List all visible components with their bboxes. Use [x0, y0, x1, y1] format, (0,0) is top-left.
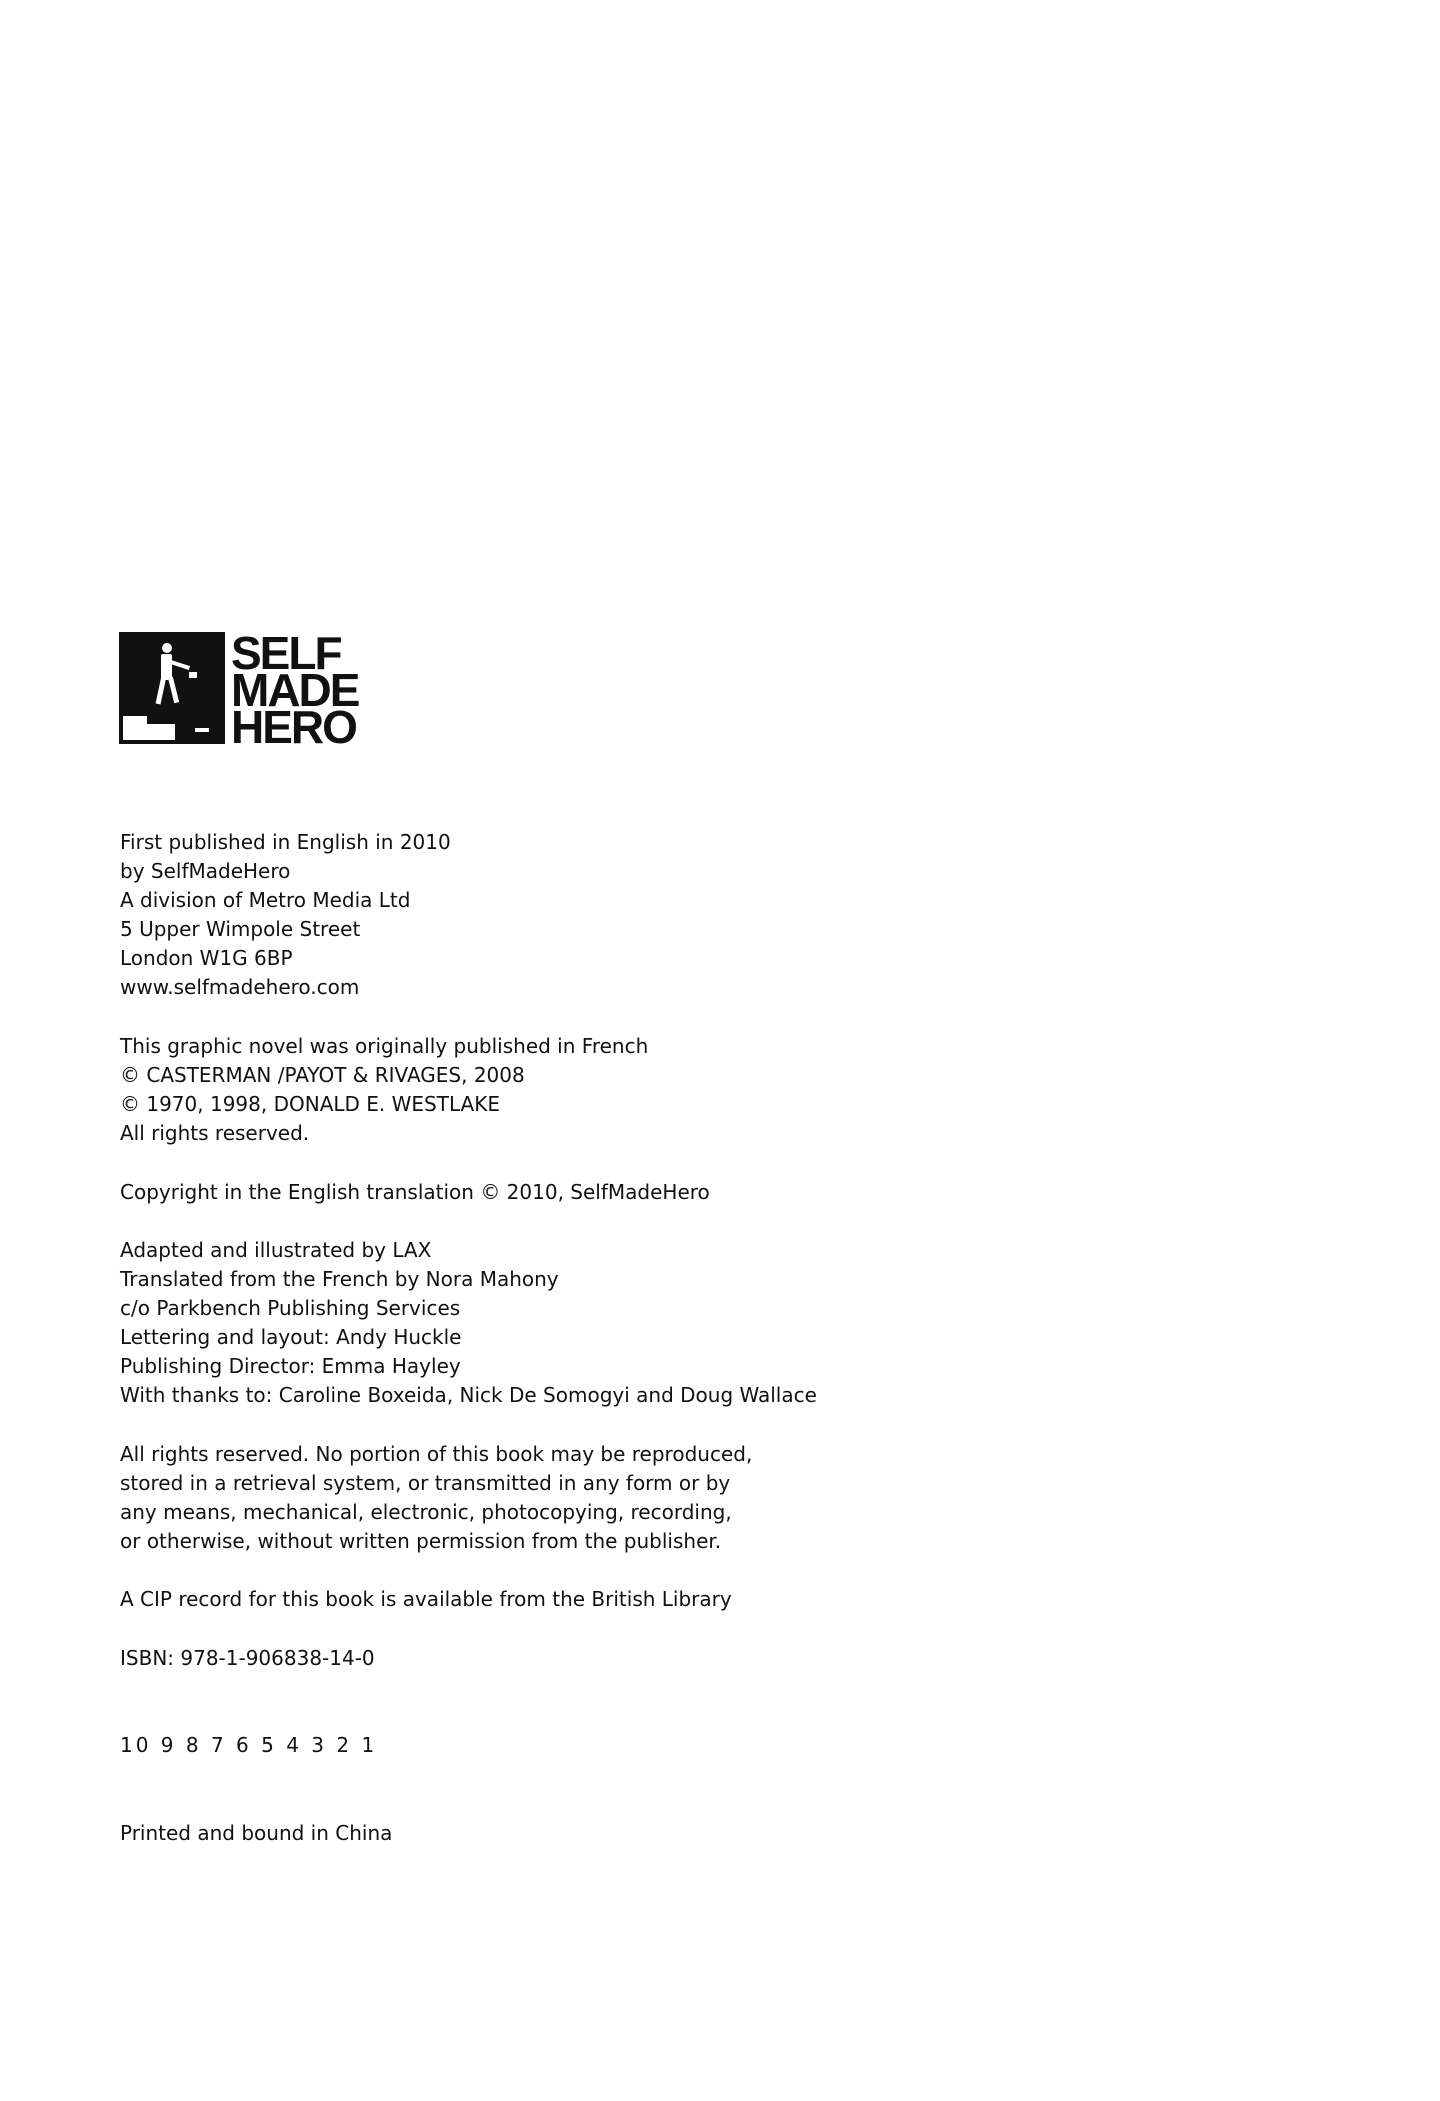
printed-in-line: Printed and bound in China [120, 1821, 393, 1845]
credits [120, 1236, 817, 1410]
credit-line: Translated from the French by Nora Mahony [120, 1267, 559, 1291]
credit-line: c/o Parkbench Publishing Services [120, 1296, 461, 1320]
publication-line: London W1G 6BP [120, 946, 293, 970]
translation-copyright-line: Copyright in the English translation © 2010, SelfMadeHero [120, 1180, 710, 1204]
logo-word-3: HERO [231, 701, 356, 753]
credit-line: Adapted and illustrated by LAX [120, 1238, 432, 1262]
original-publication [120, 1032, 648, 1148]
rights-line: stored in a retrieval system, or transmitted in any form or by [120, 1471, 731, 1495]
rights-notice [120, 1440, 752, 1556]
printed-in [120, 1819, 392, 1848]
credit-line: Publishing Director: Emma Hayley [120, 1354, 461, 1378]
publication-info [120, 828, 451, 1002]
rights-line: All rights reserved. No portion of this book may be reproduced, [120, 1442, 753, 1466]
publication-line: 5 Upper Wimpole Street [120, 917, 361, 941]
cip-record [120, 1585, 732, 1614]
logo-word-2: MADE [231, 664, 359, 716]
credit-line: Lettering and layout: Andy Huckle [120, 1325, 462, 1349]
rights-line: any means, mechanical, electronic, photocopying, recording, [120, 1500, 732, 1524]
original-line: © 1970, 1998, DONALD E. WESTLAKE [120, 1092, 500, 1116]
publisher-logo-graphic [119, 627, 359, 753]
rights-line: or otherwise, without written permission from the publisher. [120, 1529, 722, 1553]
isbn [120, 1644, 375, 1673]
translation-copyright [120, 1178, 710, 1207]
publisher-website: www.selfmadehero.com [120, 975, 360, 999]
original-line: This graphic novel was originally published in French [120, 1034, 649, 1058]
cip-record-line: A CIP record for this book is available from the British Library [120, 1587, 732, 1611]
printing-number-line: 10 9 8 7 6 5 4 3 2 1 [120, 1733, 378, 1757]
publisher-logo [119, 627, 359, 753]
printing-line [120, 1731, 377, 1760]
original-line: © CASTERMAN /PAYOT & RIVAGES, 2008 [120, 1063, 525, 1087]
isbn-line: ISBN: 978-1-906838-14-0 [120, 1646, 375, 1670]
publication-line: First published in English in 2010 [120, 830, 451, 854]
logo-step [195, 728, 209, 732]
original-line: All rights reserved. [120, 1121, 310, 1145]
logo-word-1: SELF [231, 627, 341, 679]
publication-line: A division of Metro Media Ltd [120, 888, 411, 912]
publication-line: by SelfMadeHero [120, 859, 291, 883]
credit-line: With thanks to: Caroline Boxeida, Nick De Somogyi and Doug Wallace [120, 1383, 817, 1407]
